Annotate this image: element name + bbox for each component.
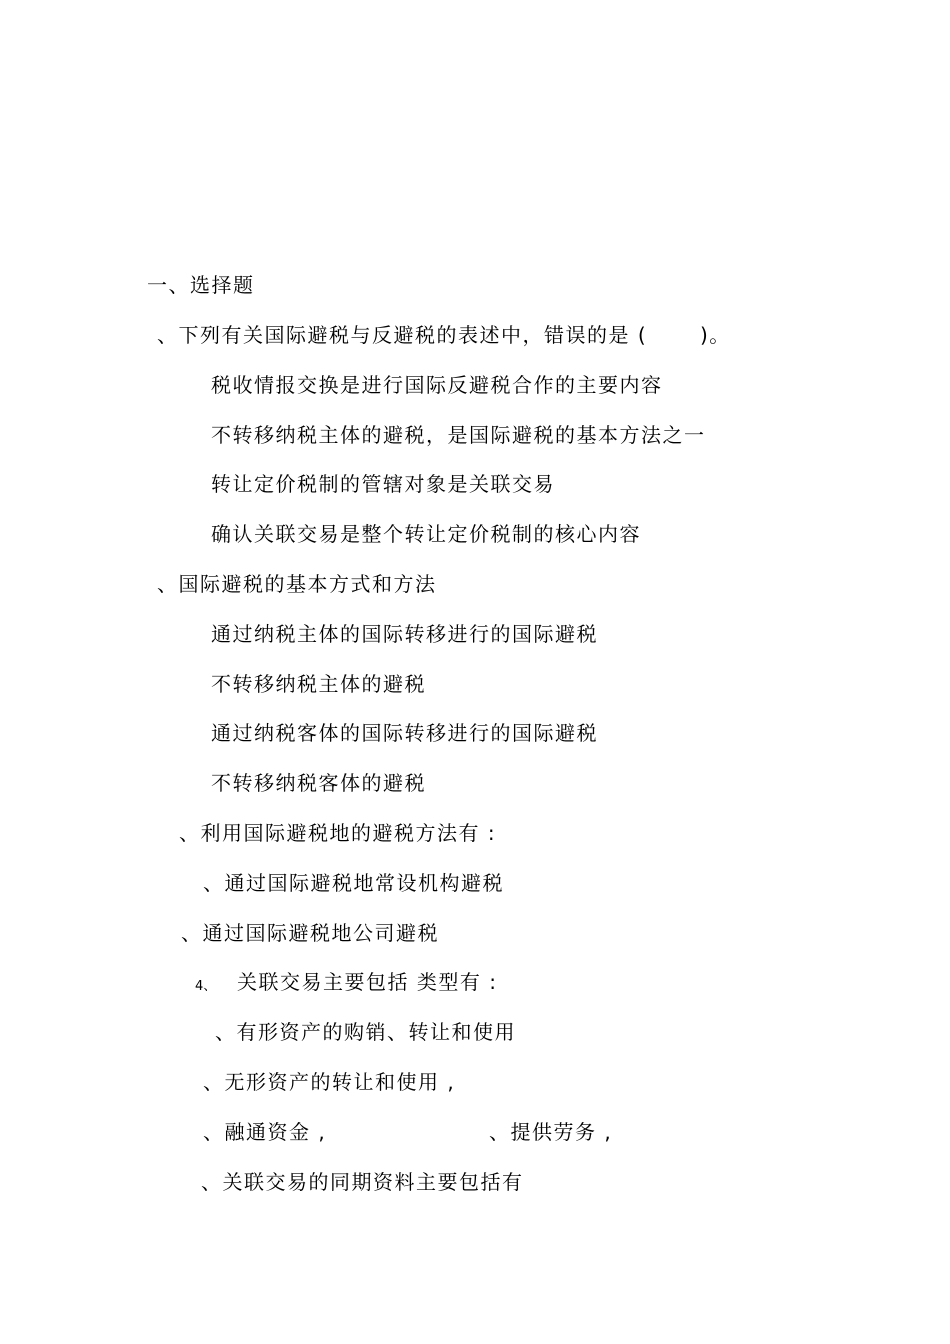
question-4-option-2: 、无形资产的转让和使用 ,	[203, 1070, 456, 1094]
question-1-stem: 、下列有关国际避税与反避税的表述中，错误的是 (	[157, 323, 648, 347]
question-4-option-1: 、有形资产的购销、转让和使用	[215, 1020, 516, 1044]
question-1-option-b: 不转移纳税主体的避税，是国际避税的基本方法之一	[211, 423, 706, 447]
question-3-option-1: 、通过国际避税地常设机构避税	[203, 871, 504, 895]
question-3-option-2: 、通过国际避税地公司避税	[181, 921, 439, 945]
question-2-option-a: 通过纳税主体的国际转移进行的国际避税	[211, 622, 598, 646]
question-1-stem-close: )。	[700, 323, 731, 347]
question-4-number: 4、	[195, 979, 217, 994]
question-4-option-4: 、提供劳务 ,	[489, 1120, 613, 1144]
question-1-option-a: 税收情报交换是进行国际反避税合作的主要内容	[211, 373, 663, 397]
question-2-option-c: 通过纳税客体的国际转移进行的国际避税	[211, 721, 598, 745]
question-4-option-3: 、融通资金 ,	[203, 1120, 327, 1144]
section-heading: 一、选择题	[147, 273, 255, 297]
question-4-stem: 关联交易主要包括 类型有 :	[237, 970, 498, 994]
question-2-option-b: 不转移纳税主体的避税	[211, 672, 426, 696]
question-5-stem: 、关联交易的同期资料主要包括有	[201, 1170, 524, 1194]
question-3-stem: 、利用国际避税地的避税方法有 :	[179, 821, 497, 845]
question-2-option-d: 不转移纳税客体的避税	[211, 771, 426, 795]
question-1-option-c: 转让定价税制的管辖对象是关联交易	[211, 472, 555, 496]
question-1-option-d: 确认关联交易是整个转让定价税制的核心内容	[211, 522, 641, 546]
question-2-stem: 、国际避税的基本方式和方法	[157, 572, 437, 596]
